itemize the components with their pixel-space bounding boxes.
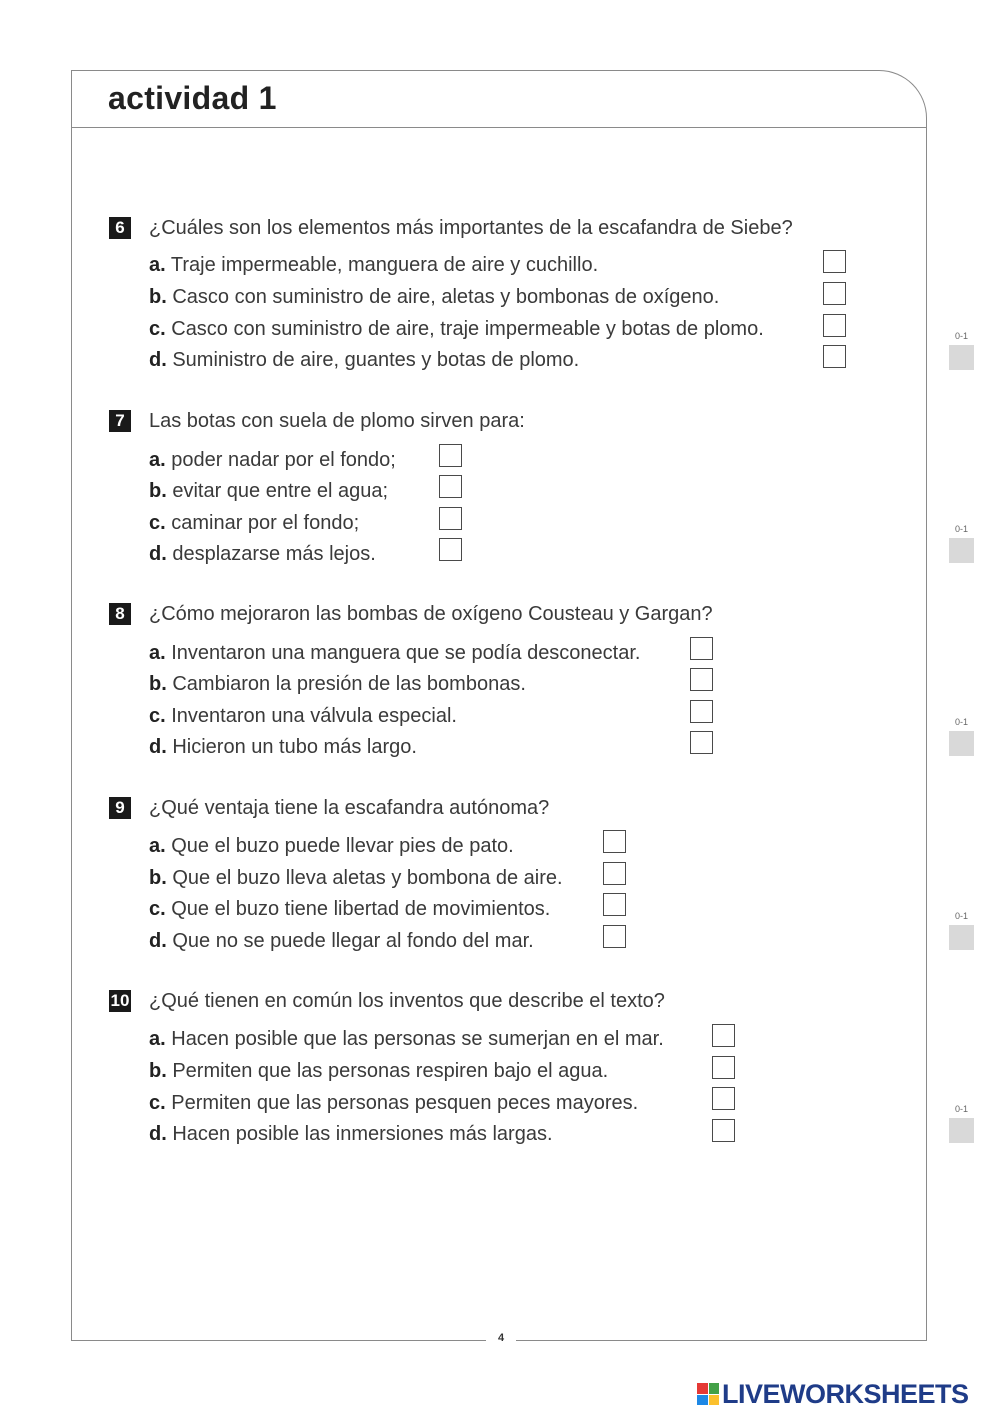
option-letter: a. — [149, 835, 166, 857]
answer-checkbox-c[interactable] — [690, 700, 713, 723]
question-text: ¿Qué tienen en común los inventos que describe el texto? — [149, 990, 665, 1012]
liveworksheets-brand[interactable] — [697, 1379, 969, 1409]
option-text: Que el buzo lleva aletas y bombona de aire. — [166, 867, 563, 889]
logo-tile — [709, 1383, 720, 1394]
score-box-q8 — [949, 716, 974, 756]
answer-checkbox-b[interactable] — [823, 282, 846, 305]
frame-bottom-line-right — [516, 1340, 927, 1341]
score-box-q7 — [949, 523, 974, 563]
option-a — [149, 252, 598, 278]
brand-name: LIVEWORKSHEETS — [722, 1378, 969, 1409]
option-text: Que el buzo tiene libertad de movimientos. — [165, 898, 551, 920]
answer-checkbox-a[interactable] — [823, 250, 846, 273]
option-letter: c. — [149, 705, 166, 727]
option-text: poder nadar por el fondo; — [165, 449, 396, 471]
option-letter: a. — [149, 449, 166, 471]
option-text: Casco con suministro de aire, traje impermeable y botas de plomo. — [165, 318, 764, 340]
option-b — [149, 865, 563, 891]
header-divider — [71, 127, 927, 128]
score-label: 0-1 — [954, 331, 968, 341]
option-letter: c. — [149, 898, 166, 920]
option-letter: b. — [149, 867, 167, 889]
answer-checkbox-b[interactable] — [439, 475, 462, 498]
question-number: 7 — [109, 410, 131, 432]
option-b — [149, 1058, 608, 1084]
option-text: Permiten que las personas respiren bajo el agua. — [166, 1060, 609, 1082]
answer-checkbox-d[interactable] — [823, 345, 846, 368]
option-text: Hacen posible que las personas se sumerjan en el mar. — [165, 1028, 664, 1050]
option-text: caminar por el fondo; — [165, 512, 360, 534]
option-text: Que el buzo puede llevar pies de pato. — [165, 835, 514, 857]
option-text: Suministro de aire, guantes y botas de plomo. — [166, 349, 580, 371]
score-label: 0-1 — [954, 911, 968, 921]
option-d — [149, 541, 376, 567]
option-text: Hicieron un tubo más largo. — [166, 736, 417, 758]
answer-checkbox-c[interactable] — [712, 1087, 735, 1110]
option-c — [149, 316, 764, 342]
option-c — [149, 1090, 638, 1116]
answer-checkbox-d[interactable] — [690, 731, 713, 754]
option-d — [149, 347, 579, 373]
option-d — [149, 928, 534, 954]
option-letter: a. — [149, 642, 166, 664]
answer-checkbox-b[interactable] — [690, 668, 713, 691]
option-letter: b. — [149, 480, 167, 502]
question-number: 9 — [109, 797, 131, 819]
page-number: 4 — [497, 1332, 505, 1344]
liveworksheets-logo-icon — [697, 1383, 719, 1405]
logo-tile — [709, 1395, 720, 1406]
answer-checkbox-b[interactable] — [712, 1056, 735, 1079]
option-d — [149, 734, 417, 760]
question-number: 10 — [110, 991, 130, 1010]
option-b — [149, 284, 719, 310]
option-text: Inventaron una válvula especial. — [165, 705, 457, 727]
score-label: 0-1 — [954, 717, 968, 727]
option-letter: b. — [149, 286, 167, 308]
answer-checkbox-a[interactable] — [690, 637, 713, 660]
option-text: desplazarse más lejos. — [166, 543, 376, 565]
option-letter: d. — [149, 543, 167, 565]
option-text: Casco con suministro de aire, aletas y bombonas de oxígeno. — [166, 286, 720, 308]
option-letter: c. — [149, 318, 166, 340]
answer-checkbox-a[interactable] — [712, 1024, 735, 1047]
option-letter: b. — [149, 673, 167, 695]
option-letter: c. — [149, 512, 166, 534]
option-b — [149, 671, 526, 697]
option-text: Que no se puede llegar al fondo del mar. — [166, 930, 534, 952]
option-c — [149, 896, 550, 922]
option-letter: d. — [149, 1123, 167, 1145]
option-text: Permiten que las personas pesquen peces mayores. — [165, 1092, 639, 1114]
score-box-q10 — [949, 1103, 974, 1143]
option-a — [149, 447, 396, 473]
question-number: 6 — [109, 217, 131, 239]
option-letter: a. — [149, 254, 166, 276]
option-a — [149, 1026, 664, 1052]
option-letter: d. — [149, 349, 167, 371]
option-text: evitar que entre el agua; — [166, 480, 389, 502]
answer-checkbox-a[interactable] — [603, 830, 626, 853]
question-number: 8 — [109, 603, 131, 625]
frame-bottom-line-left — [71, 1340, 486, 1341]
answer-checkbox-c[interactable] — [823, 314, 846, 337]
score-box-q9 — [949, 910, 974, 950]
option-text: Hacen posible las inmersiones más largas. — [166, 1123, 553, 1145]
answer-checkbox-a[interactable] — [439, 444, 462, 467]
answer-checkbox-b[interactable] — [603, 862, 626, 885]
answer-checkbox-d[interactable] — [712, 1119, 735, 1142]
option-letter: d. — [149, 736, 167, 758]
question-text: ¿Qué ventaja tiene la escafandra autónoma? — [149, 797, 550, 819]
score-label: 0-1 — [954, 1104, 968, 1114]
option-letter: b. — [149, 1060, 167, 1082]
question-text: Las botas con suela de plomo sirven para: — [149, 410, 525, 432]
score-field — [949, 1118, 974, 1143]
answer-checkbox-d[interactable] — [439, 538, 462, 561]
option-text: Cambiaron la presión de las bombonas. — [166, 673, 526, 695]
option-d — [149, 1121, 553, 1147]
option-a — [149, 833, 514, 859]
option-letter: d. — [149, 930, 167, 952]
logo-tile — [697, 1383, 708, 1394]
option-letter: c. — [149, 1092, 166, 1114]
question-text: ¿Cómo mejoraron las bombas de oxígeno Cousteau y Gargan? — [149, 603, 713, 625]
score-field — [949, 925, 974, 950]
option-a — [149, 640, 640, 666]
score-box-q6 — [949, 330, 974, 370]
answer-checkbox-c[interactable] — [603, 893, 626, 916]
option-text: Traje impermeable, manguera de aire y cuchillo. — [165, 254, 599, 276]
option-c — [149, 510, 359, 536]
answer-checkbox-d[interactable] — [603, 925, 626, 948]
option-c — [149, 703, 457, 729]
question-text: ¿Cuáles son los elementos más importantes de la escafandra de Siebe? — [149, 217, 793, 239]
option-b — [149, 478, 388, 504]
option-text: Inventaron una manguera que se podía desconectar. — [165, 642, 641, 664]
score-field — [949, 345, 974, 370]
score-label: 0-1 — [954, 524, 968, 534]
page-title: actividad 1 — [108, 80, 277, 116]
score-field — [949, 538, 974, 563]
option-letter: a. — [149, 1028, 166, 1050]
answer-checkbox-c[interactable] — [439, 507, 462, 530]
score-field — [949, 731, 974, 756]
logo-tile — [697, 1395, 708, 1406]
